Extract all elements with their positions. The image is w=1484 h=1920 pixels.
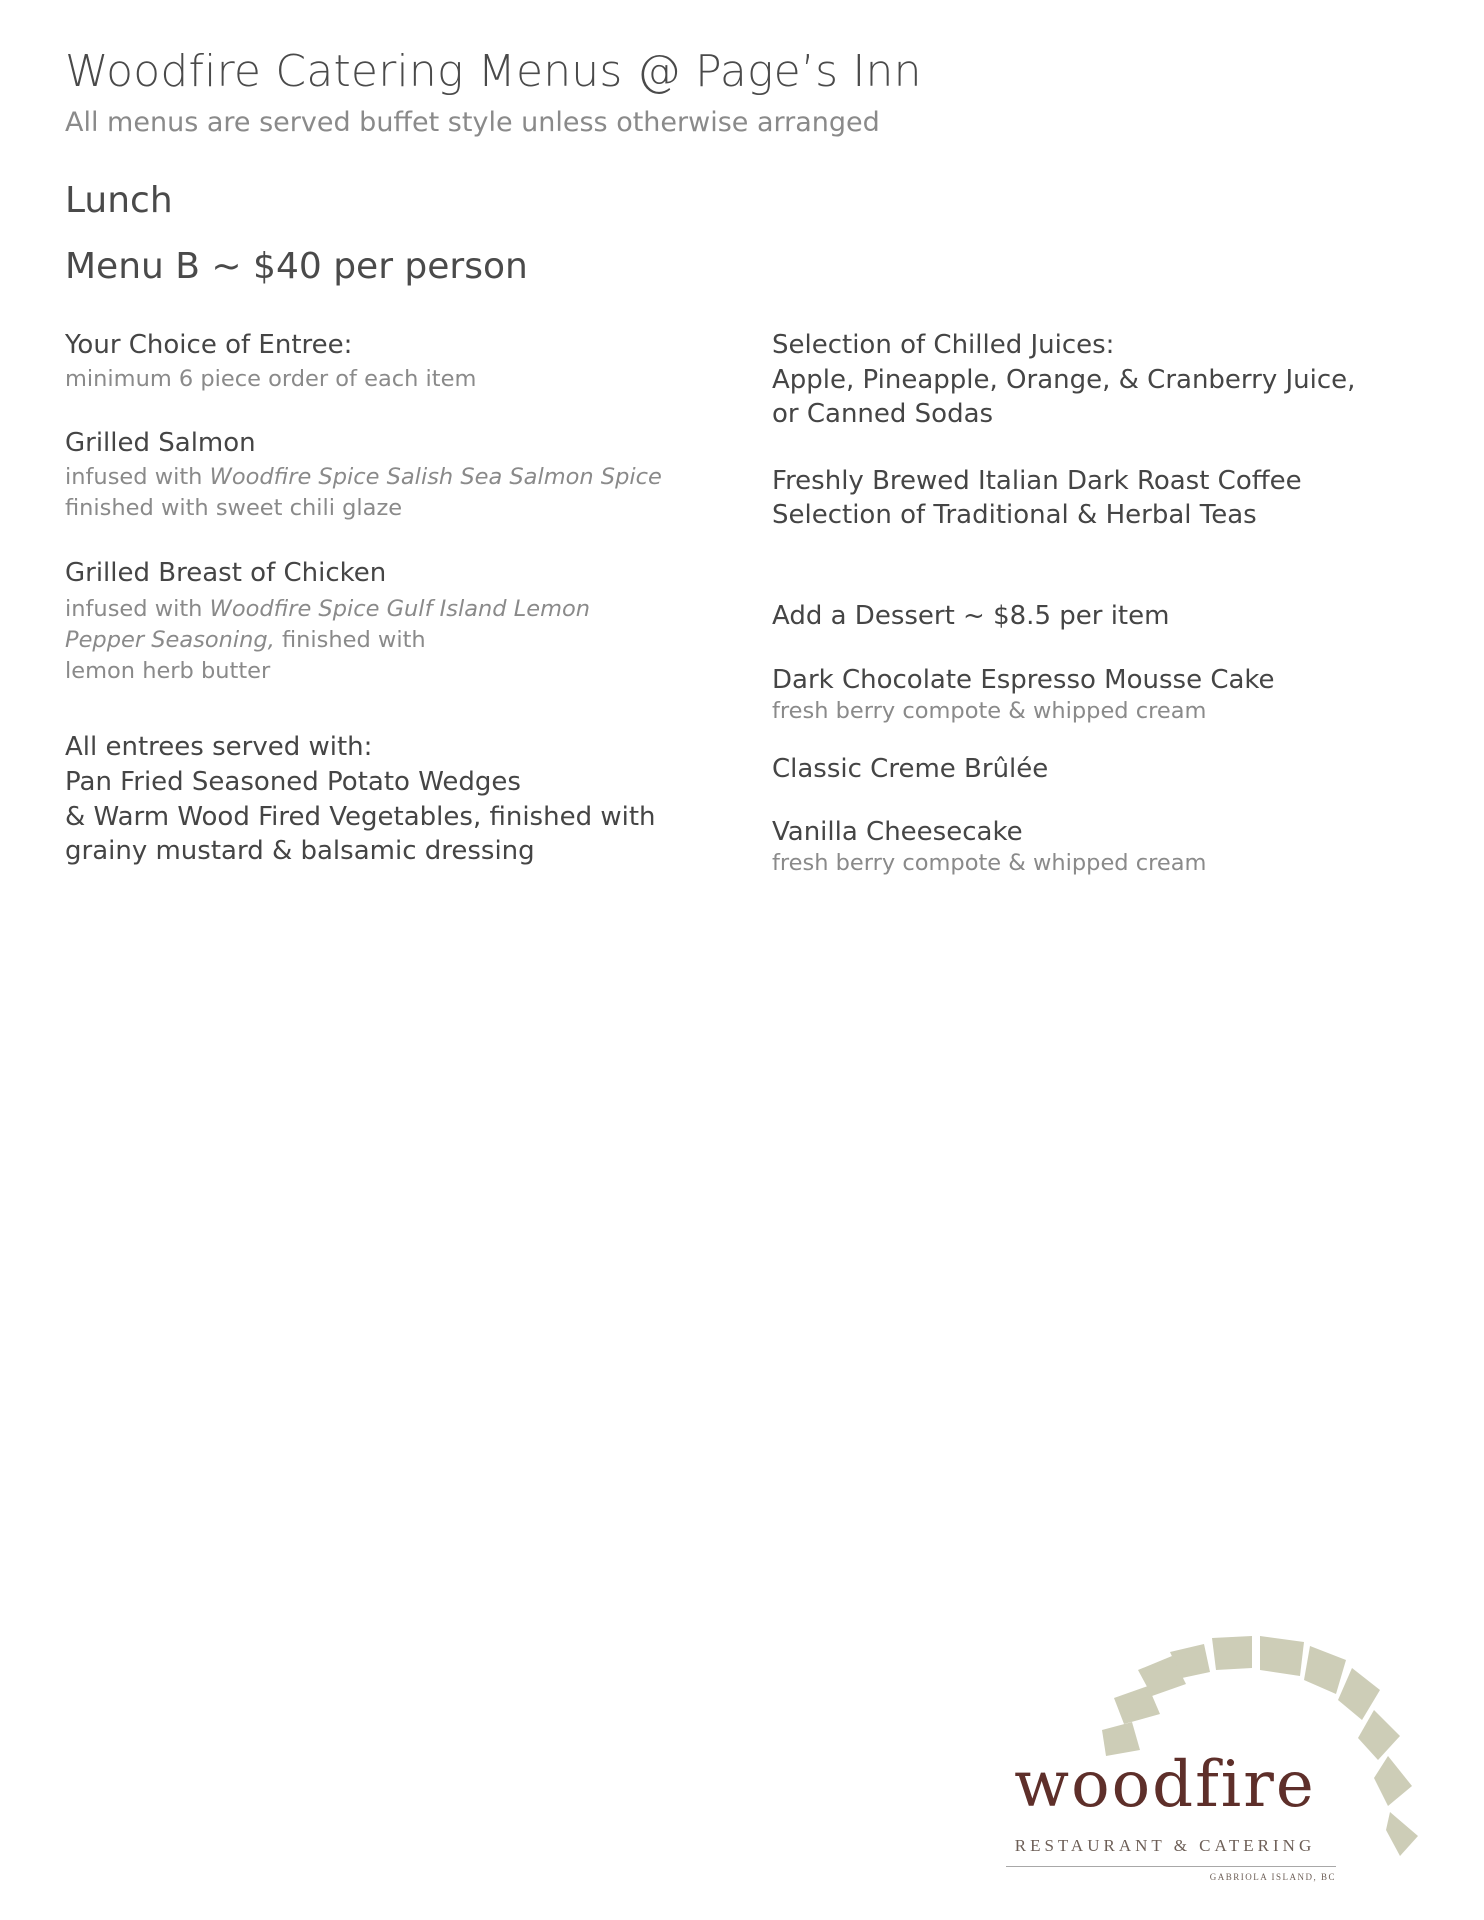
served-with-line: & Warm Wood Fired Vegetables, finished with [65, 802, 656, 832]
entree-note: minimum 6 piece order of each item [65, 366, 477, 392]
entree-heading: Your Choice of Entree: [65, 330, 353, 360]
logo-location: GABRIOLA ISLAND, BC [1209, 1872, 1336, 1882]
chicken-desc-line1 [65, 596, 590, 622]
dessert-item-name: Classic Creme Brûlée [772, 754, 1049, 784]
juices-line: or Canned Sodas [772, 399, 994, 429]
woodfire-logo [990, 1610, 1450, 1880]
juices-heading: Selection of Chilled Juices: [772, 330, 1115, 360]
page-title: Woodfire Catering Menus @ Page’s Inn [65, 46, 922, 97]
salmon-desc-prefix: infused with [65, 464, 210, 490]
chicken-desc-suffix: finished with [274, 627, 426, 653]
juices-line: Apple, Pineapple, Orange, & Cranberry Juice, [772, 365, 1356, 395]
served-with-line: Pan Fried Seasoned Potato Wedges [65, 767, 521, 797]
salmon-name: Grilled Salmon [65, 428, 256, 458]
chicken-desc-prefix: infused with [65, 596, 210, 622]
chicken-desc-brand-2: Pepper Seasoning, [65, 627, 275, 653]
chicken-desc-line2 [65, 627, 426, 653]
menu-heading: Menu B ~ $40 per person [65, 246, 528, 287]
salmon-desc-line2: finished with sweet chili glaze [65, 495, 403, 521]
page-subtitle: All menus are served buffet style unless otherwise arranged [65, 107, 880, 138]
served-with-line: grainy mustard & balsamic dressing [65, 836, 535, 866]
chicken-desc-line3: lemon herb butter [65, 658, 271, 684]
coffee-line: Freshly Brewed Italian Dark Roast Coffee [772, 466, 1302, 496]
section-heading: Lunch [65, 180, 173, 221]
served-with-heading: All entrees served with: [65, 732, 373, 762]
chicken-name: Grilled Breast of Chicken [65, 558, 387, 588]
dessert-item-desc: fresh berry compote & whipped cream [772, 850, 1207, 876]
logo-rule [1006, 1866, 1336, 1867]
chicken-desc-brand-1: Woodfire Spice Gulf Island Lemon [209, 596, 591, 622]
salmon-desc-brand: Woodfire Spice Salish Sea Salmon Spice [209, 464, 662, 490]
salmon-desc-line1 [65, 464, 662, 490]
logo-tagline: RESTAURANT & CATERING [1014, 1836, 1316, 1855]
dessert-item-name: Vanilla Cheesecake [772, 817, 1023, 847]
dessert-item-desc: fresh berry compote & whipped cream [772, 698, 1207, 724]
dessert-heading: Add a Dessert ~ $8.5 per item [772, 601, 1170, 631]
tea-line: Selection of Traditional & Herbal Teas [772, 500, 1257, 530]
dessert-item-name: Dark Chocolate Espresso Mousse Cake [772, 665, 1275, 695]
logo-wordmark: woodfire [1014, 1748, 1316, 1822]
